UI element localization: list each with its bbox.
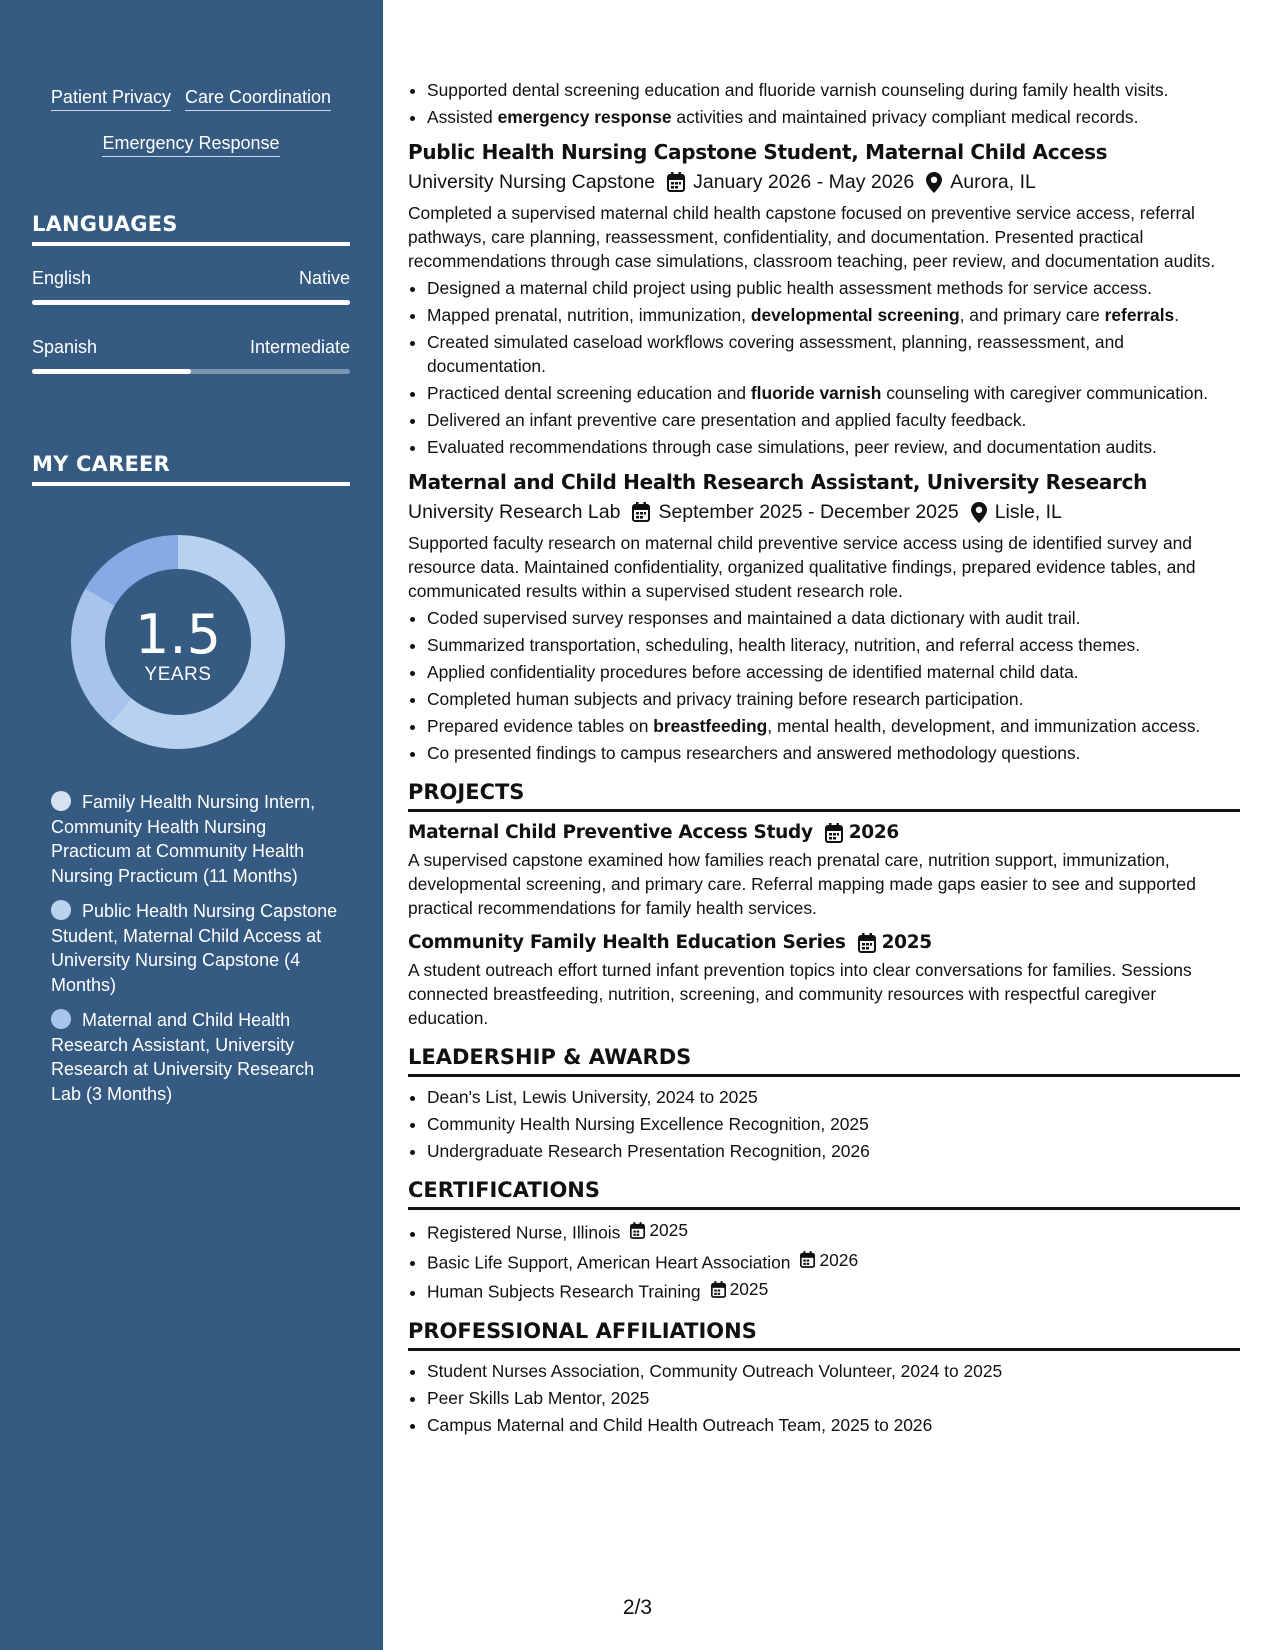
language-name: Spanish xyxy=(32,337,98,357)
skill-tag: Emergency Response xyxy=(102,132,279,157)
certification-year: 2026 xyxy=(819,1249,859,1270)
career-legend xyxy=(51,790,341,1117)
job-title: Maternal and Child Health Research Assistant, University Research xyxy=(408,470,1148,494)
certifications-list xyxy=(408,1218,1240,1304)
project-description: A supervised capstone examined how families reach prenatal care, nutrition support, immunization, developmental screening, and primary care. Referral mapping made gaps easier to see and supported practical recommendations for family health services. xyxy=(408,850,1196,918)
career-total-unit: YEARS xyxy=(144,664,212,685)
certification-item xyxy=(427,1218,1240,1245)
legend-dot xyxy=(51,900,71,920)
project-year: 2025 xyxy=(881,932,932,953)
affiliations-heading: PROFESSIONAL AFFILIATIONS xyxy=(408,1318,1240,1351)
bullet: • Supported dental screening education and fluoride varnish counseling during family health visits. xyxy=(427,78,1240,102)
career-legend-item xyxy=(51,1008,341,1106)
award-item: • Dean's List, Lewis University, 2024 to 2025 xyxy=(427,1085,1240,1109)
bullet: • Applied confidentiality procedures before accessing de identified maternal child data. xyxy=(427,660,1240,684)
bullet: • Created simulated caseload workflows covering assessment, planning, reassessment, and documentation. xyxy=(427,330,1240,378)
job-org: University Nursing Capstone xyxy=(408,171,656,193)
page-number-text: 2/3 xyxy=(622,1596,653,1619)
bullet: • Summarized transportation, scheduling, health literacy, nutrition, and referral access themes. xyxy=(427,633,1240,657)
language-bar xyxy=(32,300,350,305)
bullet: • Assisted emergency response activities and maintained privacy compliant medical records. xyxy=(427,105,1240,129)
bullet: • Practiced dental screening education and fluoride varnish counseling with caregiver communication. xyxy=(427,381,1240,405)
bullet: • Designed a maternal child project using public health assessment methods for service access. xyxy=(427,276,1240,300)
calendar-icon xyxy=(711,1281,726,1298)
legend-dot xyxy=(51,1009,71,1029)
bullet: • Completed human subjects and privacy training before research participation. xyxy=(427,687,1240,711)
job-dates: January 2026 - May 2026 xyxy=(693,171,915,193)
language-bar-fill xyxy=(32,300,350,305)
language-bar-fill xyxy=(32,369,191,374)
award-item: • Undergraduate Research Presentation Recognition, 2026 xyxy=(427,1139,1240,1163)
certifications-heading: CERTIFICATIONS xyxy=(408,1177,1240,1210)
job-meta xyxy=(408,169,1240,195)
career-legend-text: Public Health Nursing Capstone Student, Maternal Child Access at University Nursing Capstone (4 Months) xyxy=(51,901,338,995)
bullet: • Co presented findings to campus researchers and answered methodology questions. xyxy=(427,741,1240,765)
job-meta xyxy=(408,499,1240,525)
career-total-value: 1.5 xyxy=(135,603,221,666)
affiliation-item: • Student Nurses Association, Community Outreach Volunteer, 2024 to 2025 xyxy=(427,1359,1240,1383)
bullet: • Prepared evidence tables on breastfeeding, mental health, development, and immunization access. xyxy=(427,714,1240,738)
affiliation-item: • Campus Maternal and Child Health Outreach Team, 2025 to 2026 xyxy=(427,1413,1240,1437)
calendar-icon xyxy=(667,172,685,192)
bullet: • Coded supervised survey responses and maintained a data dictionary with audit trail. xyxy=(427,606,1240,630)
language-level: Intermediate xyxy=(249,337,350,357)
career-heading: MY CAREER xyxy=(32,452,350,486)
project-name: Maternal Child Preventive Access Study xyxy=(408,822,813,843)
project-year: 2026 xyxy=(848,822,899,843)
main-content xyxy=(408,78,1240,1440)
language-level: Native xyxy=(298,268,350,288)
certification-item xyxy=(427,1248,1240,1275)
language-row xyxy=(32,337,350,358)
job-location: Aurora, IL xyxy=(950,171,1036,193)
job-description: Completed a supervised maternal child health capstone focused on preventive service access, referral pathways, care planning, reassessment, confidentiality, and documentation. Presented practical recommendations through case simulations, classroom teaching, peer review, and documentation audits. xyxy=(408,203,1216,271)
location-pin-icon xyxy=(926,172,942,193)
language-bar xyxy=(32,369,350,374)
language-name: English xyxy=(32,268,92,288)
page-number xyxy=(0,1596,1275,1620)
job-dates: September 2025 - December 2025 xyxy=(658,501,959,523)
job-location: Lisle, IL xyxy=(994,501,1062,523)
skill-tag: Patient Privacy xyxy=(51,86,171,111)
sidebar xyxy=(0,0,383,1650)
project-title xyxy=(408,930,1240,956)
job-org: University Research Lab xyxy=(408,501,621,523)
awards-list xyxy=(408,1085,1240,1163)
certification-item xyxy=(427,1277,1240,1304)
certification-name: Human Subjects Research Training xyxy=(427,1281,701,1302)
job-bullets xyxy=(408,276,1240,459)
bullet: • Delivered an infant preventive care presentation and applied faculty feedback. xyxy=(427,408,1240,432)
calendar-icon xyxy=(630,1222,645,1239)
certification-year: 2025 xyxy=(649,1220,688,1240)
career-legend-item xyxy=(51,899,341,997)
project-name: Community Family Health Education Series xyxy=(408,932,846,953)
certification-year: 2025 xyxy=(729,1279,769,1299)
skill-tag: Care Coordination xyxy=(185,86,331,111)
project-title xyxy=(408,820,1240,846)
calendar-icon xyxy=(825,823,843,843)
certification-name: Basic Life Support, American Heart Association xyxy=(427,1252,791,1272)
affiliation-item: • Peer Skills Lab Mentor, 2025 xyxy=(427,1386,1240,1410)
career-legend-text: Family Health Nursing Intern, Community Health Nursing Practicum at Community Health Nursing Practicum (11 Months) xyxy=(51,792,316,886)
location-pin-icon xyxy=(971,502,987,523)
career-legend-text: Maternal and Child Health Research Assistant, University Research at University Research Lab (3 Months) xyxy=(51,1010,315,1104)
job-title: Public Health Nursing Capstone Student, Maternal Child Access xyxy=(408,140,1108,164)
calendar-icon xyxy=(858,933,876,953)
award-item: • Community Health Nursing Excellence Recognition, 2025 xyxy=(427,1112,1240,1136)
calendar-icon xyxy=(800,1251,815,1268)
awards-heading: LEADERSHIP & AWARDS xyxy=(408,1044,1240,1077)
language-row xyxy=(32,268,350,289)
job-description: Supported faculty research on maternal child preventive service access using de identified survey and resource data. Maintained confidentiality, organized qualitative findings, prepared evidence tables, and communicated results within a supervised student research role. xyxy=(408,533,1196,601)
job-bullets xyxy=(408,606,1240,765)
bullet: • Evaluated recommendations through case simulations, peer review, and documentation audits. xyxy=(427,435,1240,459)
calendar-icon xyxy=(632,502,650,522)
previous-job-bullets xyxy=(408,78,1240,129)
languages-heading: LANGUAGES xyxy=(32,212,350,246)
career-legend-item xyxy=(51,790,341,888)
certification-name: Registered Nurse, Illinois xyxy=(427,1222,621,1243)
projects-heading: PROJECTS xyxy=(408,779,1240,812)
project-description: A student outreach effort turned infant prevention topics into clear conversations for families. Sessions connected breastfeeding, nutrition, screening, and community resources with respectful caregiver education. xyxy=(408,960,1192,1028)
skills-list xyxy=(32,86,350,178)
legend-dot xyxy=(51,791,71,811)
bullet: • Mapped prenatal, nutrition, immunization, developmental screening, and primary care referrals. xyxy=(427,303,1240,327)
affiliations-list xyxy=(408,1359,1240,1437)
